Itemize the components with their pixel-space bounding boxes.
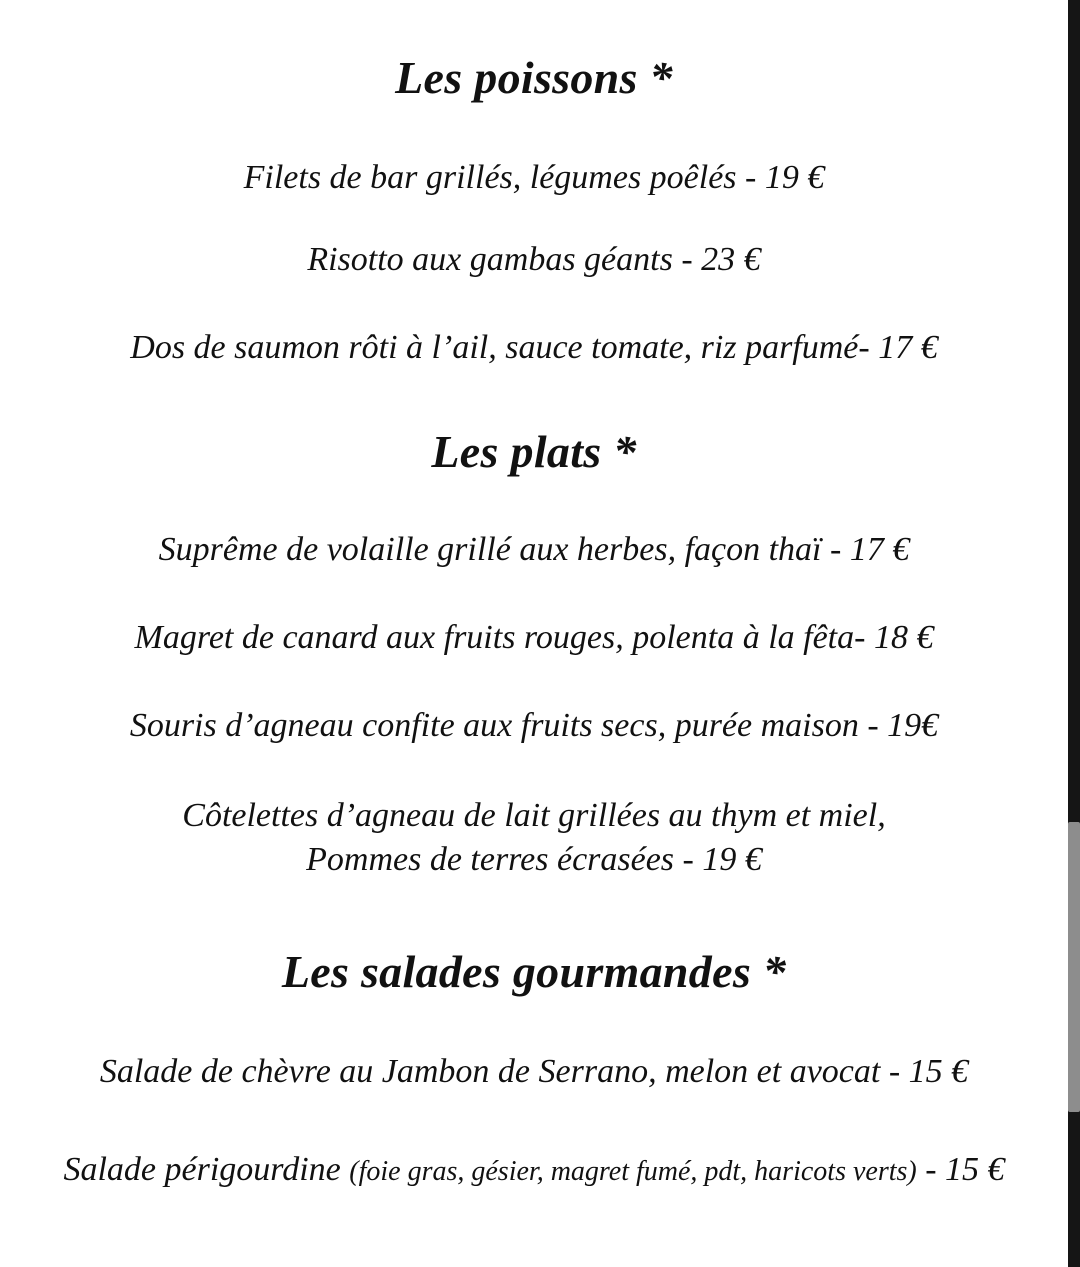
menu-item-salade-perigourdine bbox=[0, 1148, 1068, 1194]
menu-item-filets-de-bar: Filets de bar grillés, légumes poêlés - 19 € bbox=[243, 159, 825, 196]
scrollbar-thumb[interactable] bbox=[1068, 822, 1080, 1112]
menu-item-volaille: Suprême de volaille grillé aux herbes, façon thaï - 17 € bbox=[158, 531, 910, 568]
section-title-plats: Les plats * bbox=[431, 426, 637, 477]
salade-perigourdine-note: (foie gras, gésier, magret fumé, pdt, haricots verts) bbox=[349, 1156, 917, 1187]
menu-item-cotelettes-line-2: Pommes de terres écrasées - 19 € bbox=[306, 841, 762, 878]
menu-item-cotelettes-line-1: Côtelettes d’agneau de lait grillées au thym et miel, bbox=[182, 797, 886, 834]
section-title-poissons: Les poissons * bbox=[395, 52, 673, 103]
menu-item-risotto: Risotto aux gambas géants - 23 € bbox=[307, 241, 761, 278]
salade-perigourdine-name: Salade périgourdine bbox=[63, 1151, 341, 1188]
menu-item-souris-agneau: Souris d’agneau confite aux fruits secs, purée maison - 19€ bbox=[129, 707, 939, 744]
menu-item-magret: Magret de canard aux fruits rouges, polenta à la fêta- 18 € bbox=[134, 619, 934, 656]
salade-perigourdine-price: - 15 € bbox=[925, 1151, 1005, 1188]
menu-item-salade-chevre: Salade de chèvre au Jambon de Serrano, melon et avocat - 15 € bbox=[99, 1053, 969, 1090]
menu-item-saumon: Dos de saumon rôti à l’ail, sauce tomate, riz parfumé- 17 € bbox=[130, 329, 938, 366]
section-title-salades: Les salades gourmandes * bbox=[281, 946, 787, 997]
